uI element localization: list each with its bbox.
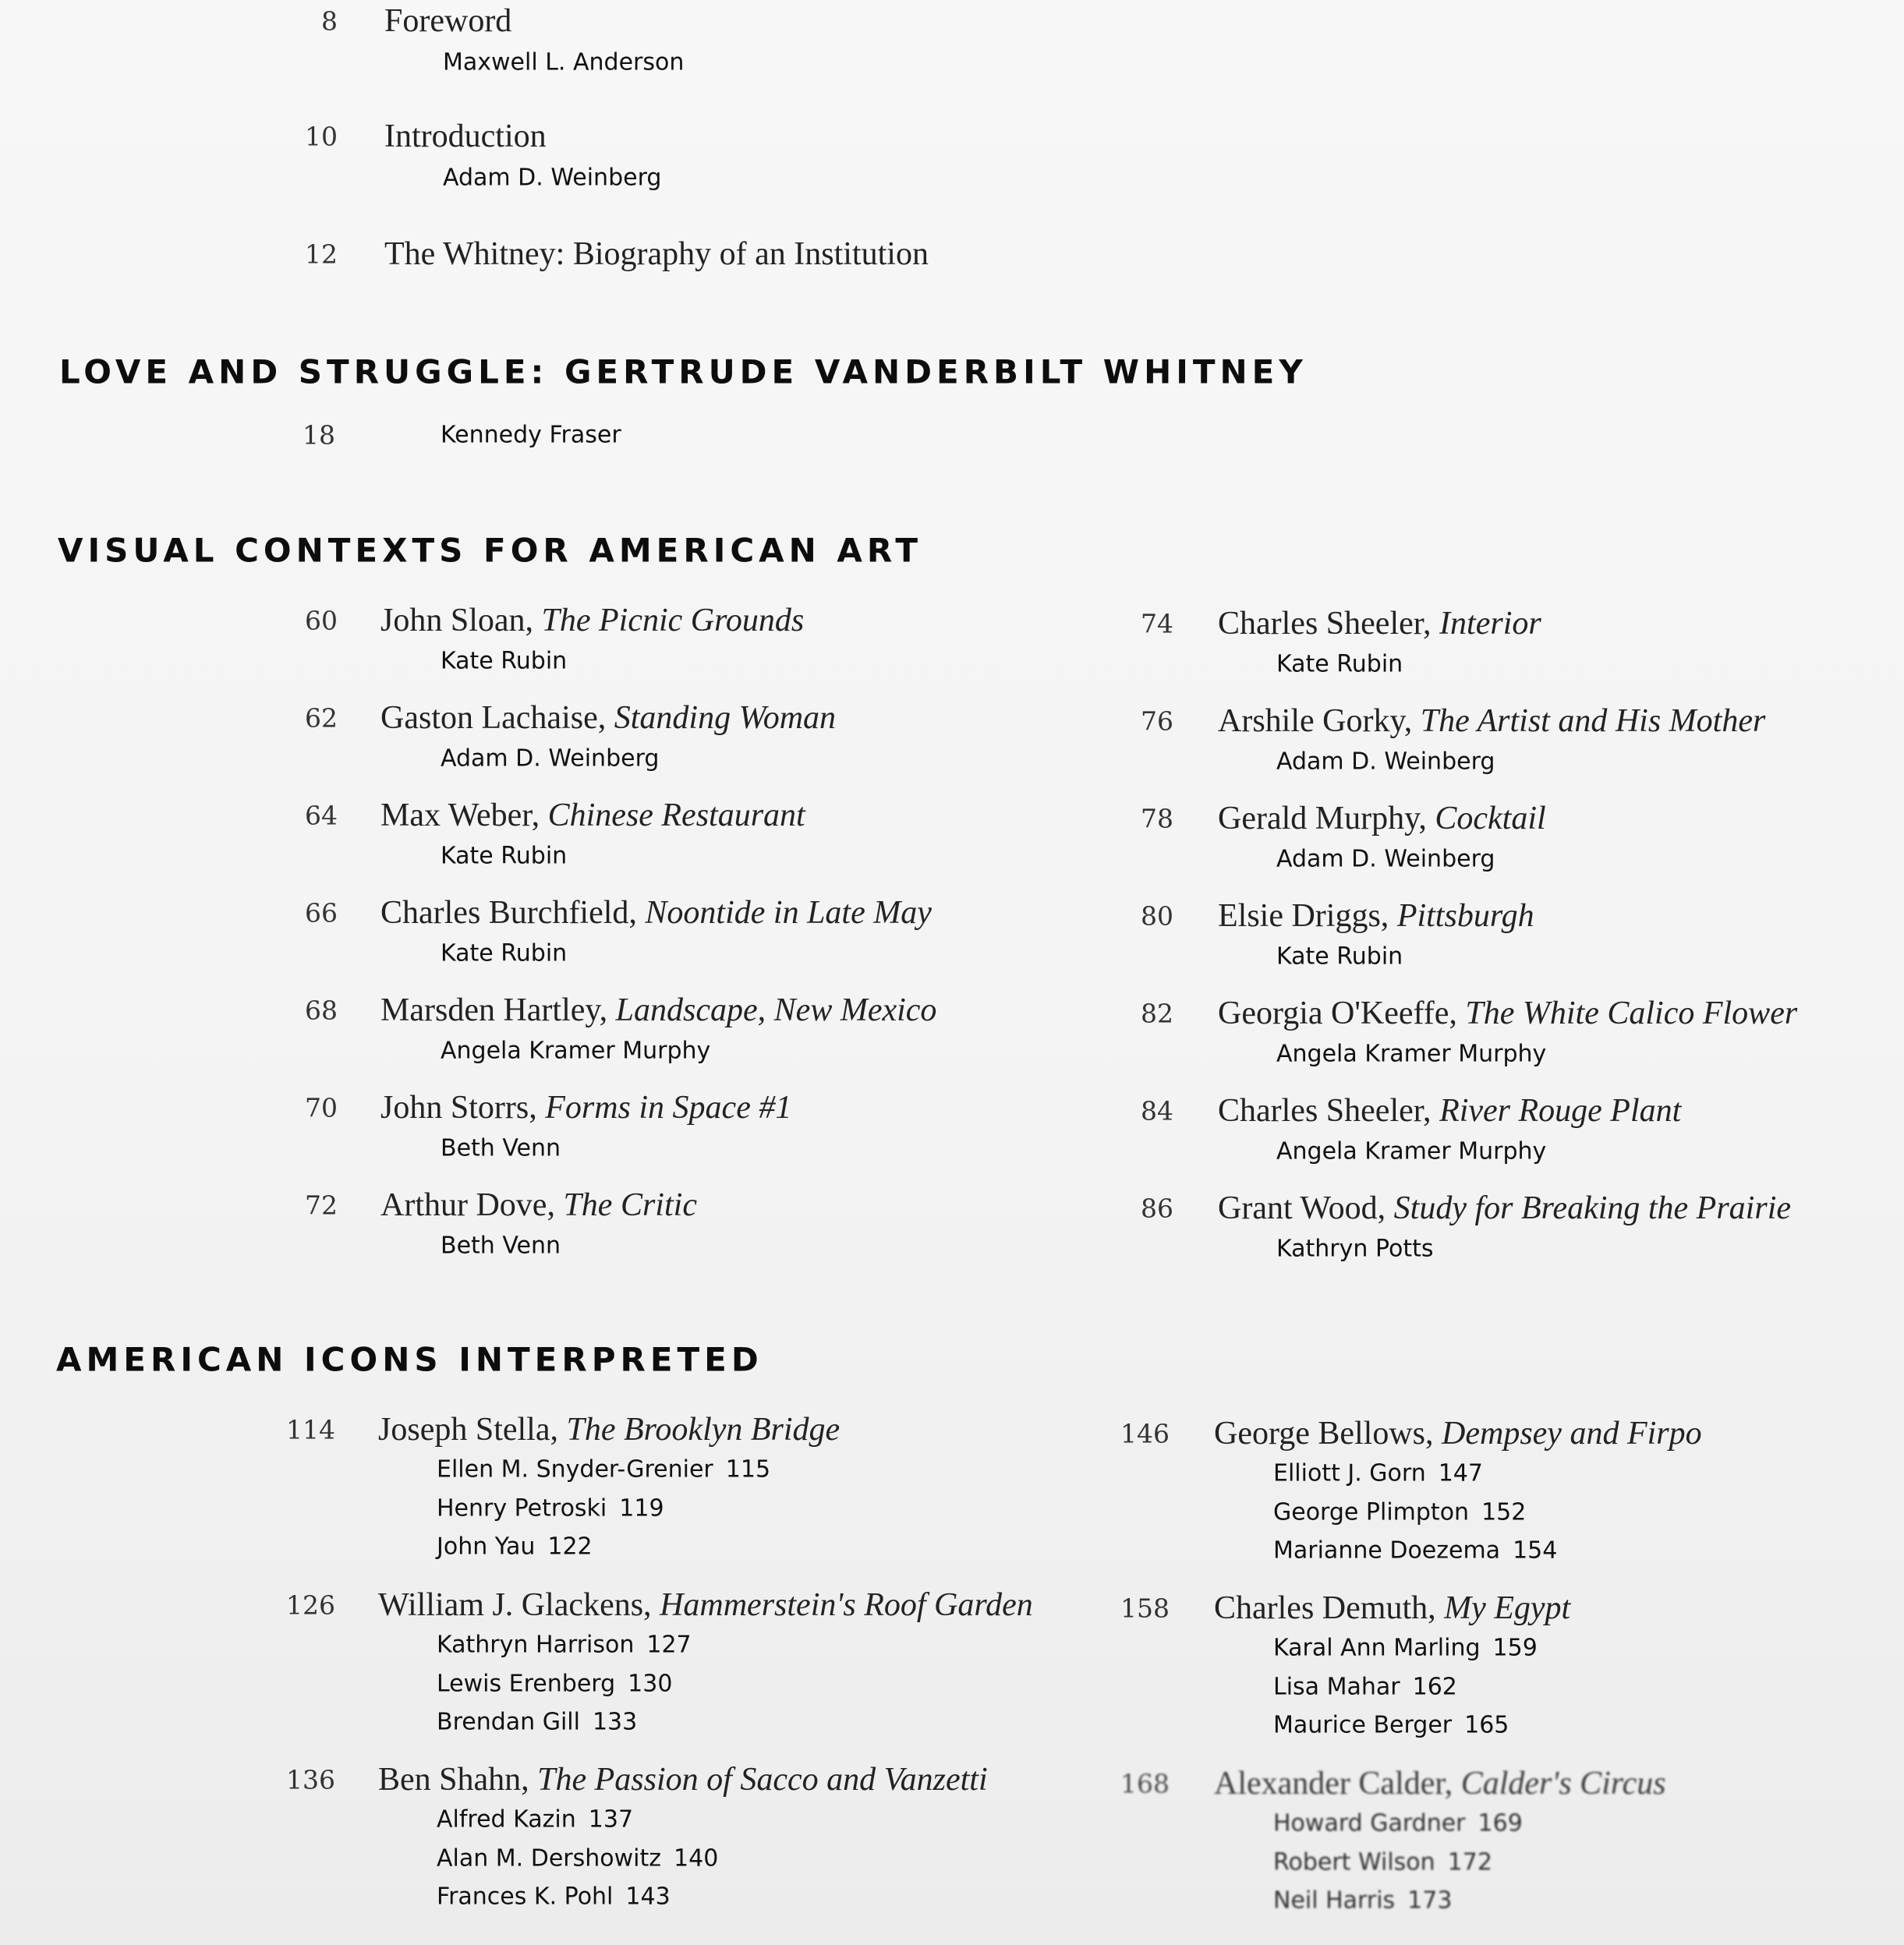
work-title: Pittsburgh bbox=[1396, 898, 1534, 934]
entry-title bbox=[380, 1089, 791, 1126]
author-page-number: 127 bbox=[646, 1631, 692, 1659]
entry-author bbox=[443, 49, 684, 76]
page-number: 64 bbox=[305, 800, 338, 831]
entry-title bbox=[380, 602, 804, 639]
entry-author bbox=[441, 745, 659, 773]
author-page-number: 140 bbox=[674, 1844, 719, 1872]
entry-title bbox=[380, 1186, 697, 1224]
author-name: Kate Rubin bbox=[1276, 942, 1403, 971]
page-number: 68 bbox=[305, 995, 338, 1026]
author-name: Kate Rubin bbox=[441, 939, 568, 967]
artist-name: George Bellows, bbox=[1214, 1416, 1442, 1452]
author-name: Lewis Erenberg bbox=[437, 1670, 616, 1697]
entry-author bbox=[441, 940, 567, 967]
page-number: 18 bbox=[303, 419, 335, 451]
artist-name: Arthur Dove, bbox=[380, 1187, 564, 1223]
entry-author bbox=[1276, 1041, 1546, 1068]
page-number: 82 bbox=[1141, 998, 1173, 1029]
work-title: My Egypt bbox=[1444, 1590, 1571, 1626]
entry-author bbox=[437, 1494, 664, 1522]
entry-author bbox=[443, 164, 661, 192]
entry-author bbox=[441, 843, 567, 870]
author-page-number: 165 bbox=[1464, 1711, 1509, 1739]
artist-name: William J. Glackens, bbox=[378, 1587, 660, 1623]
author-page-number: 130 bbox=[628, 1670, 673, 1697]
author-name: Maurice Berger bbox=[1273, 1711, 1453, 1739]
section-heading: VISUAL CONTEXTS FOR AMERICAN ART bbox=[58, 531, 923, 570]
author-name: Ellen M. Snyder-Grenier bbox=[437, 1455, 713, 1484]
work-title: The Critic bbox=[563, 1187, 697, 1223]
author-name: Adam D. Weinberg bbox=[443, 164, 662, 192]
page-number: 62 bbox=[305, 702, 338, 734]
author-page-number: 162 bbox=[1412, 1673, 1457, 1700]
author-page-number: 119 bbox=[619, 1494, 664, 1522]
entry-author bbox=[1276, 748, 1495, 776]
entry-author bbox=[1273, 1635, 1538, 1662]
work-title: Chinese Restaurant bbox=[547, 797, 805, 833]
page-number: 158 bbox=[1120, 1593, 1170, 1624]
author-name: Kathryn Potts bbox=[1276, 1235, 1434, 1263]
author-name: Neil Harris bbox=[1273, 1887, 1396, 1915]
entry-author bbox=[1273, 1810, 1523, 1837]
work-title: Noontide in Late May bbox=[645, 895, 932, 931]
author-name: Adam D. Weinberg bbox=[1276, 845, 1495, 873]
author-page-number: 115 bbox=[725, 1455, 771, 1484]
entry-title bbox=[1218, 702, 1765, 740]
author-name: Adam D. Weinberg bbox=[1276, 748, 1495, 776]
work-title: Landscape, New Mexico bbox=[615, 992, 937, 1028]
work-title: Standing Woman bbox=[614, 700, 837, 736]
author-name: Lisa Mahar bbox=[1273, 1673, 1400, 1700]
entry-title bbox=[1218, 1092, 1681, 1130]
artist-name: Marsden Hartley, bbox=[380, 992, 616, 1028]
entry-author bbox=[1276, 651, 1403, 678]
page-number: 76 bbox=[1141, 706, 1173, 737]
entry-title bbox=[380, 894, 932, 932]
artist-name: John Storrs, bbox=[380, 1090, 546, 1126]
page-number: 12 bbox=[305, 239, 338, 270]
artist-name: Ben Shahn, bbox=[378, 1762, 538, 1798]
entry-title bbox=[380, 992, 936, 1029]
page-number: 114 bbox=[286, 1414, 335, 1445]
entry-title bbox=[1218, 800, 1546, 837]
author-name: Frances K. Pohl bbox=[437, 1883, 614, 1911]
author-name: Robert Wilson bbox=[1273, 1848, 1435, 1876]
work-title: Hammerstein's Roof Garden bbox=[660, 1587, 1033, 1623]
author-page-number: 172 bbox=[1447, 1848, 1492, 1876]
work-title: The Artist and His Mother bbox=[1420, 703, 1766, 739]
author-page-number: 159 bbox=[1492, 1634, 1538, 1662]
entry-title bbox=[380, 699, 836, 737]
artist-name: Elsie Driggs, bbox=[1218, 898, 1397, 934]
entry-author bbox=[441, 1038, 710, 1065]
entry-author bbox=[437, 1883, 671, 1911]
entry-title: Introduction bbox=[384, 118, 547, 154]
page-number: 80 bbox=[1141, 900, 1173, 932]
artist-name: Charles Sheeler, bbox=[1218, 606, 1440, 642]
artist-name: Charles Burchfield, bbox=[380, 895, 646, 931]
entry-author bbox=[1273, 1460, 1483, 1487]
entry-title bbox=[378, 1761, 988, 1798]
artist-name: Alexander Calder, bbox=[1214, 1766, 1461, 1802]
entry-author bbox=[441, 422, 621, 449]
entry-author bbox=[1273, 1848, 1492, 1876]
entry-title bbox=[1214, 1415, 1702, 1452]
entry-title bbox=[1218, 1190, 1791, 1227]
author-name: Angela Kramer Murphy bbox=[441, 1037, 711, 1065]
page-number: 8 bbox=[321, 5, 338, 37]
author-name: Kate Rubin bbox=[1276, 650, 1403, 678]
entry-title bbox=[380, 797, 805, 834]
entry-author bbox=[1273, 1498, 1526, 1526]
entry-author bbox=[441, 648, 567, 675]
entry-title bbox=[1214, 1590, 1570, 1627]
author-name: Kate Rubin bbox=[441, 842, 568, 870]
author-name: Brendan Gill bbox=[437, 1708, 580, 1736]
page-number: 72 bbox=[305, 1190, 338, 1221]
page-number: 136 bbox=[286, 1764, 335, 1795]
author-name: Kate Rubin bbox=[441, 647, 568, 675]
entry-author bbox=[1276, 943, 1403, 971]
entry-title: The Whitney: Biography of an Institution bbox=[384, 236, 929, 272]
author-name: Adam D. Weinberg bbox=[441, 744, 660, 773]
page-number: 126 bbox=[286, 1590, 335, 1621]
entry-title bbox=[1218, 995, 1797, 1032]
entry-author bbox=[441, 1135, 561, 1162]
entry-author bbox=[437, 1806, 633, 1834]
artist-name: Gerald Murphy, bbox=[1218, 801, 1435, 836]
entry-author bbox=[437, 1533, 593, 1561]
author-page-number: 173 bbox=[1407, 1887, 1453, 1915]
entry-author bbox=[437, 1844, 718, 1872]
author-name: Karal Ann Marling bbox=[1273, 1634, 1481, 1662]
entry-title bbox=[1218, 605, 1541, 642]
author-name: Angela Kramer Murphy bbox=[1276, 1137, 1547, 1165]
author-page-number: 143 bbox=[625, 1883, 671, 1911]
entry-author bbox=[1273, 1887, 1452, 1915]
author-name: Marianne Doezema bbox=[1273, 1537, 1501, 1565]
page-number: 78 bbox=[1141, 803, 1173, 834]
work-title: Calder's Circus bbox=[1460, 1766, 1666, 1802]
artist-name: Joseph Stella, bbox=[378, 1412, 567, 1448]
entry-author bbox=[1273, 1537, 1557, 1565]
work-title: Cocktail bbox=[1435, 801, 1546, 836]
entry-author bbox=[1273, 1673, 1457, 1700]
artist-name: Arshile Gorky, bbox=[1218, 703, 1421, 739]
author-name: Maxwell L. Anderson bbox=[443, 48, 685, 76]
page-number: 84 bbox=[1141, 1095, 1173, 1126]
author-name: John Yau bbox=[437, 1533, 536, 1561]
page-number: 146 bbox=[1120, 1418, 1170, 1449]
author-name: Henry Petroski bbox=[437, 1494, 607, 1522]
author-page-number: 133 bbox=[592, 1708, 638, 1736]
page-number: 70 bbox=[305, 1092, 338, 1123]
entry-title bbox=[1214, 1765, 1666, 1802]
section-heading: AMERICAN ICONS INTERPRETED bbox=[56, 1340, 763, 1379]
page-number: 74 bbox=[1141, 608, 1173, 639]
author-page-number: 122 bbox=[547, 1533, 593, 1561]
entry-author bbox=[441, 1232, 561, 1260]
author-name: Kathryn Harrison bbox=[437, 1631, 635, 1659]
work-title: The Passion of Sacco and Vanzetti bbox=[537, 1762, 988, 1798]
author-name: Kennedy Fraser bbox=[441, 421, 621, 449]
entry-title bbox=[378, 1586, 1033, 1624]
entry-author bbox=[1276, 1138, 1546, 1165]
page-number: 10 bbox=[305, 121, 338, 152]
artist-name: Grant Wood, bbox=[1218, 1190, 1394, 1226]
page-number: 168 bbox=[1120, 1768, 1170, 1799]
entry-author bbox=[1273, 1712, 1509, 1739]
entry-title bbox=[378, 1411, 840, 1448]
entry-author bbox=[437, 1456, 770, 1484]
entry-author bbox=[437, 1632, 692, 1659]
entry-author bbox=[437, 1670, 672, 1697]
author-name: Howard Gardner bbox=[1273, 1809, 1466, 1837]
entry-author bbox=[1276, 846, 1495, 873]
work-title: River Rouge Plant bbox=[1439, 1093, 1682, 1129]
page-number: 66 bbox=[305, 897, 338, 928]
author-name: Beth Venn bbox=[441, 1134, 561, 1162]
author-page-number: 154 bbox=[1513, 1537, 1558, 1565]
author-name: George Plimpton bbox=[1273, 1498, 1470, 1526]
work-title: The Brooklyn Bridge bbox=[566, 1412, 841, 1448]
entry-title bbox=[1218, 897, 1534, 935]
author-page-number: 147 bbox=[1438, 1459, 1483, 1487]
work-title: The White Calico Flower bbox=[1465, 995, 1798, 1031]
artist-name: Charles Sheeler, bbox=[1218, 1093, 1440, 1129]
page-number: 86 bbox=[1141, 1193, 1173, 1224]
work-title: Interior bbox=[1439, 606, 1541, 642]
author-page-number: 169 bbox=[1478, 1809, 1523, 1837]
author-page-number: 152 bbox=[1481, 1498, 1527, 1526]
artist-name: Charles Demuth, bbox=[1214, 1590, 1445, 1626]
entry-author bbox=[1276, 1236, 1433, 1263]
author-page-number: 137 bbox=[588, 1805, 634, 1834]
page-number: 60 bbox=[305, 605, 338, 636]
artist-name: Georgia O'Keeffe, bbox=[1218, 995, 1466, 1031]
author-name: Elliott J. Gorn bbox=[1273, 1459, 1426, 1487]
section-heading: LOVE AND STRUGGLE: GERTRUDE VANDERBILT WHITNEY bbox=[59, 352, 1308, 391]
author-name: Alfred Kazin bbox=[437, 1805, 576, 1834]
author-name: Alan M. Dershowitz bbox=[437, 1844, 662, 1872]
work-title: Study for Breaking the Prairie bbox=[1393, 1190, 1792, 1226]
work-title: Dempsey and Firpo bbox=[1442, 1416, 1702, 1452]
work-title: The Picnic Grounds bbox=[541, 603, 805, 638]
entry-author bbox=[437, 1709, 637, 1736]
entry-title: Foreword bbox=[384, 3, 512, 39]
author-name: Beth Venn bbox=[441, 1232, 561, 1260]
artist-name: Max Weber, bbox=[380, 797, 548, 833]
author-name: Angela Kramer Murphy bbox=[1276, 1040, 1547, 1068]
artist-name: Gaston Lachaise, bbox=[380, 700, 614, 736]
artist-name: John Sloan, bbox=[380, 603, 542, 638]
work-title: Forms in Space #1 bbox=[545, 1090, 792, 1126]
